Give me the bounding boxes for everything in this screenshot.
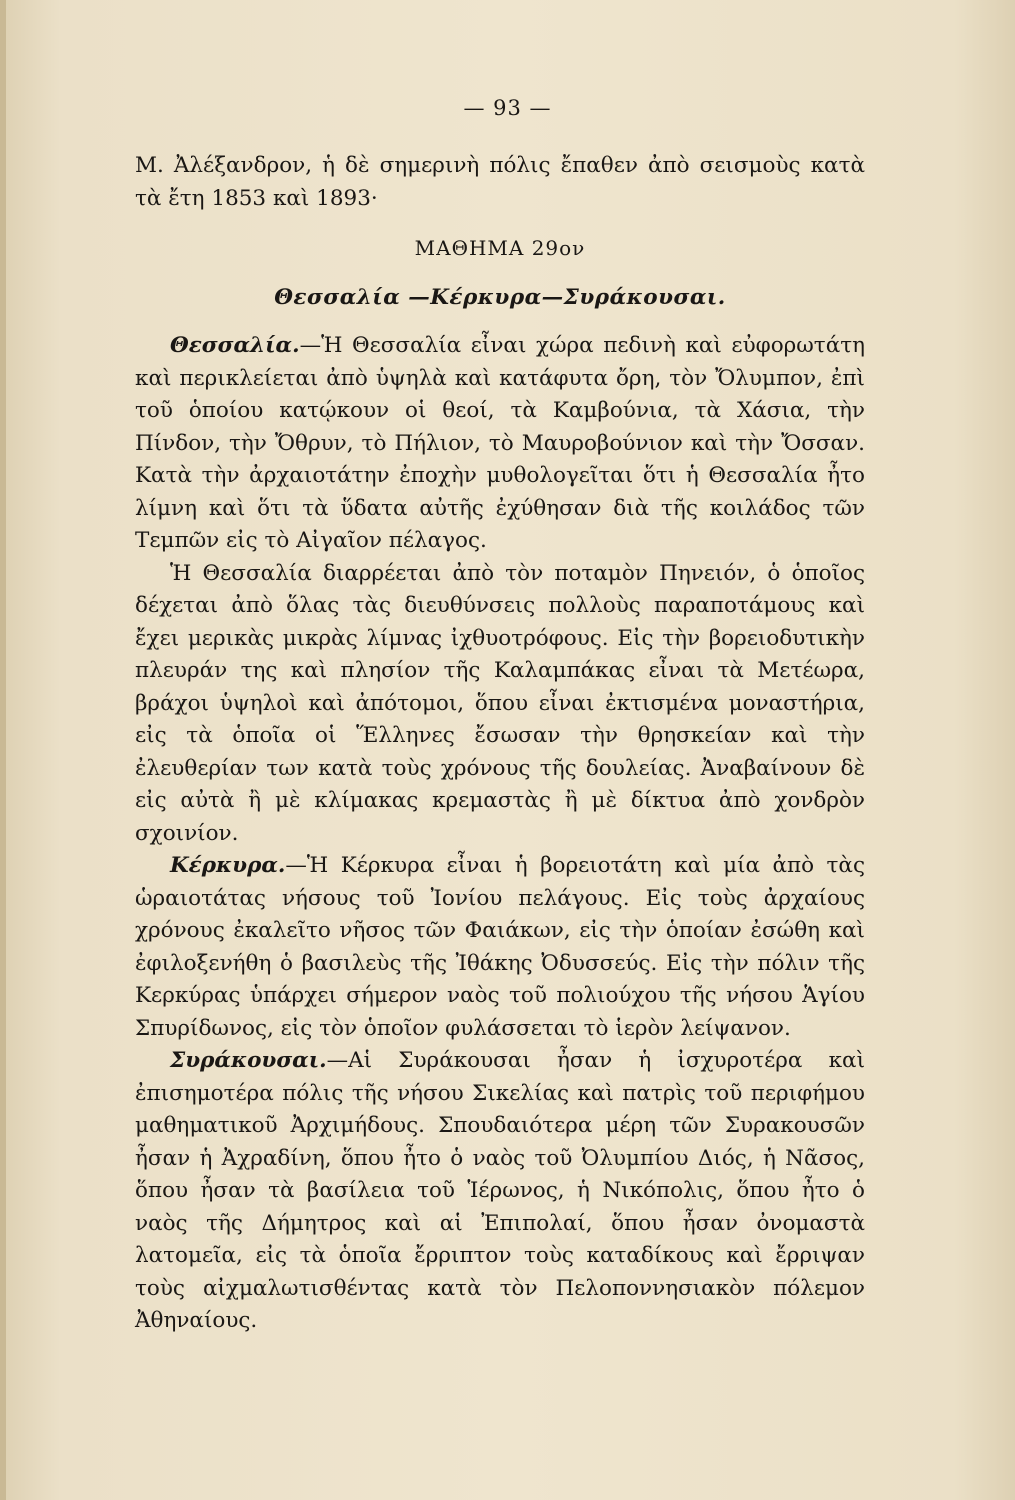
- paragraph-lead: Θεσσαλία.: [170, 333, 300, 358]
- paragraph-lead: Κέρκυρα.: [170, 853, 286, 878]
- paragraph-thessaly-continued: [135, 558, 865, 851]
- paragraph-lead: Συράκουσαι.: [170, 1048, 327, 1073]
- lesson-subtitle: Θεσσαλία —Κέρκυρα—Συράκουσαι.: [274, 284, 726, 310]
- intro-paragraph: Μ. Ἀλέξανδρον, ἡ δὲ σημερινὴ πόλις ἔπαθεν ἀπὸ σεισμοὺς κατὰ τὰ ἔτη 1853 καὶ 1893·: [135, 153, 865, 211]
- lesson-heading: ΜΑΘΗΜΑ 29ον: [414, 236, 586, 260]
- paragraph-text: —Ἡ Κέρκυρα εἶναι ἡ βορειοτάτη καὶ μία ἀπὸ τὰς ὡραιοτάτας νήσους τοῦ Ἰονίου πελάγους. Εἰς τοὺς ἀρχαίους χρόνους ἐκαλεῖτο νῆσος τῶν Φαιάκων, εἰς τὴν ὁποίαν ἐσώθη καὶ ἐφιλοξενήθη ὁ βασιλεὺς τῆς Ἰθάκης Ὀδυσσεύς. Εἰς τὴν πόλιν τῆς Κερκύρας ὑπάρχει σήμερον ναὸς τοῦ πολιούχου τῆς νήσου Ἁγίου Σπυρίδωνος, εἰς τὸν ὁποῖον φυλάσσεται τὸ ἱερὸν λείψανον.: [135, 853, 865, 1041]
- paragraph-corfu: [135, 850, 865, 1045]
- paragraph-thessaly: [135, 330, 865, 558]
- paragraph-text: —Ἡ Θεσσαλία εἶναι χώρα πεδινὴ καὶ εὐφορωτάτη καὶ περικλείεται ἀπὸ ὑψηλὰ καὶ κατάφυτα ὄρη, τὸν Ὄλυμπον, ἐπὶ τοῦ ὁποίου κατῴκουν οἱ θεοί, τὰ Καμβούνια, τὰ Χάσια, τὴν Πίνδον, τὴν Ὄθρυν, τὸ Πήλιον, τὸ Μαυροβούνιον καὶ τὴν Ὄσσαν. Κατὰ τὴν ἀρχαιοτάτην ἐποχὴν μυθολογεῖται ὅτι ἡ Θεσσαλία ἦτο λίμνη καὶ ὅτι τὰ ὕδατα αὐτῆς ἐχύθησαν διὰ τῆς κοιλάδος τῶν Τεμπῶν εἰς τὸ Αἰγαῖον πέλαγος.: [135, 333, 865, 553]
- paragraph-syracuse: [135, 1045, 865, 1338]
- paragraph-text: Ἡ Θεσσαλία διαρρέεται ἀπὸ τὸν ποταμὸν Πηνειόν, ὁ ὁποῖος δέχεται ἀπὸ ὅλας τὰς διευθύνσεις πολλοὺς παραποτάμους καὶ ἔχει μερικὰς μικρὰς λίμνας ἰχθυοτρόφους. Εἰς τὴν βορειοδυτικὴν πλευράν της καὶ πλησίον τῆς Καλαμπάκας εἶναι τὰ Μετέωρα, βράχοι ὑψηλοὶ καὶ ἀπότομοι, ὅπου εἶναι ἐκτισμένα μοναστήρια, εἰς τὰ ὁποῖα οἱ Ἕλληνες ἔσωσαν τὴν θρησκείαν καὶ τὴν ἐλευθερίαν των κατὰ τοὺς χρόνους τῆς δουλείας. Ἀναβαίνουν δὲ εἰς αὐτὰ ἢ μὲ κλίμακας κρεμαστὰς ἢ μὲ δίκτυα ἀπὸ χονδρὸν σχοινίον.: [135, 560, 865, 846]
- page-number: — 93 —: [463, 96, 552, 120]
- paragraph-text: —Αἱ Συράκουσαι ἦσαν ἡ ἰσχυροτέρα καὶ ἐπισημοτέρα πόλις τῆς νήσου Σικελίας καὶ πατρὶς τοῦ περιφήμου μαθηματικοῦ Ἀρχιμήδους. Σπουδαιότερα μέρη τῶν Συρακουσῶν ἦσαν ἡ Ἀχραδίνη, ὅπου ἦτο ὁ ναὸς τοῦ Ὀλυμπίου Διός, ἡ Νᾶσος, ὅπου ἦσαν τὰ βασίλεια τοῦ Ἱέρωνος, ἡ Νικόπολις, ὅπου ἦτο ὁ ναὸς τῆς Δήμητρος καὶ αἱ Ἐπιπολαί, ὅπου ἦσαν ὀνομαστὰ λατομεῖα, εἰς τὰ ὁποῖα ἔρριπτον τοὺς καταδίκους καὶ ἔρριψαν τοὺς αἰχμαλωτισθέντας κατὰ τὸν Πελοποννησιακὸν πόλεμον Ἀθηναίους.: [135, 1048, 865, 1333]
- page-body: [135, 150, 865, 1338]
- page-spine-edge: [0, 0, 6, 1500]
